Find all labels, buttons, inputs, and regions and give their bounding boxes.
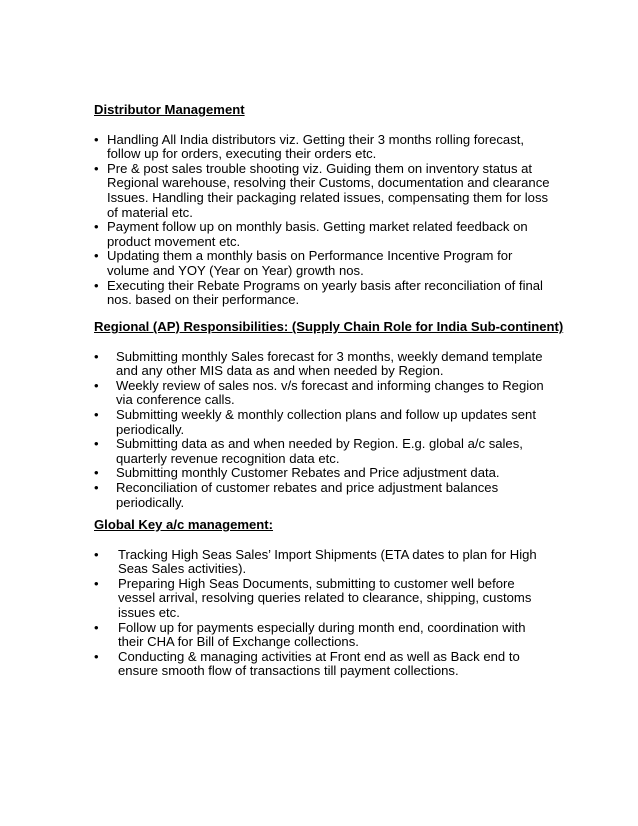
list-item xyxy=(94,466,554,481)
bullet-glyph: • xyxy=(94,648,99,664)
bullet-glyph: • xyxy=(94,465,99,481)
list-item-text: Reconciliation of customer rebates and price adjustment balances periodically. xyxy=(116,479,499,510)
list-item-text: Submitting monthly Sales forecast for 3 months, weekly demand template and any other MIS data as and when needed by Region. xyxy=(116,348,543,379)
bullet-list xyxy=(94,350,554,511)
list-item xyxy=(94,133,554,162)
bullet-glyph: • xyxy=(94,479,99,495)
section-global-key-accounts xyxy=(94,518,544,679)
list-item xyxy=(94,379,554,408)
list-item xyxy=(94,437,554,466)
bullet-list xyxy=(94,133,554,308)
list-item xyxy=(94,279,554,308)
list-item-text: Conducting & managing activities at Front end as well as Back end to ensure smooth flow of transactions till payment collections. xyxy=(118,648,520,679)
list-item xyxy=(94,577,544,621)
list-item-text: Weekly review of sales nos. v/s forecast and informing changes to Region via conference calls. xyxy=(116,377,544,408)
bullet-glyph: • xyxy=(94,436,99,452)
bullet-glyph: • xyxy=(94,248,99,264)
list-item xyxy=(94,621,544,650)
list-item-text: Submitting data as and when needed by Region. E.g. global a/c sales, quarterly revenue recognition data etc. xyxy=(116,436,523,466)
list-item xyxy=(94,408,554,437)
list-item xyxy=(94,650,544,679)
list-item-text: Preparing High Seas Documents, submitting to customer well before vessel arrival, resolving queries related to clearance, shipping, customs issues etc. xyxy=(118,575,532,620)
section-distributor-management xyxy=(94,103,554,308)
list-item-text: Tracking High Seas Sales’ Import Shipments (ETA dates to plan for High Seas Sales activities). xyxy=(118,546,537,577)
list-item-text: Updating them a monthly basis on Performance Incentive Program for volume and YOY (Year on Year) growth nos. xyxy=(107,248,513,278)
list-item-text: Pre & post sales trouble shooting viz. Guiding them on inventory status at Regional warehouse, resolving their Customs, documentation and clearance Issues. Handling their packaging related issues, compensating them for loss of material etc. xyxy=(107,160,550,220)
bullet-glyph: • xyxy=(94,160,99,176)
list-item-text: Handling All India distributors viz. Getting their 3 months rolling forecast, follow up for orders, executing their orders etc. xyxy=(107,131,525,162)
section-regional-responsibilities xyxy=(94,319,564,510)
list-item-text: Follow up for payments especially during month end, coordination with their CHA for Bill of Exchange collections. xyxy=(118,619,526,650)
bullet-glyph: • xyxy=(94,348,99,364)
list-item-text: Submitting weekly & monthly collection plans and follow up updates sent periodically. xyxy=(116,406,536,437)
bullet-glyph: • xyxy=(94,406,99,422)
list-item-text: Submitting monthly Customer Rebates and Price adjustment data. xyxy=(116,465,500,481)
list-item-text: Executing their Rebate Programs on yearly basis after reconciliation of final nos. based on their performance. xyxy=(107,277,543,308)
bullet-glyph: • xyxy=(94,131,99,147)
list-item xyxy=(94,481,554,510)
list-item xyxy=(94,162,554,220)
bullet-glyph: • xyxy=(94,619,99,635)
bullet-glyph: • xyxy=(94,377,99,393)
list-item-text: Payment follow up on monthly basis. Getting market related feedback on product movement etc. xyxy=(107,219,528,249)
section-heading: Regional (AP) Responsibilities: (Supply Chain Role for India Sub-continent) xyxy=(94,319,564,334)
list-item xyxy=(94,548,544,577)
list-item xyxy=(94,220,554,249)
section-heading: Global Key a/c management: xyxy=(94,517,274,532)
bullet-glyph: • xyxy=(94,546,99,562)
section-heading: Distributor Management xyxy=(94,102,245,117)
bullet-list xyxy=(94,548,544,679)
bullet-glyph: • xyxy=(94,575,99,591)
list-item xyxy=(94,350,554,379)
bullet-glyph: • xyxy=(94,219,99,235)
bullet-glyph: • xyxy=(94,277,99,293)
list-item xyxy=(94,249,554,278)
